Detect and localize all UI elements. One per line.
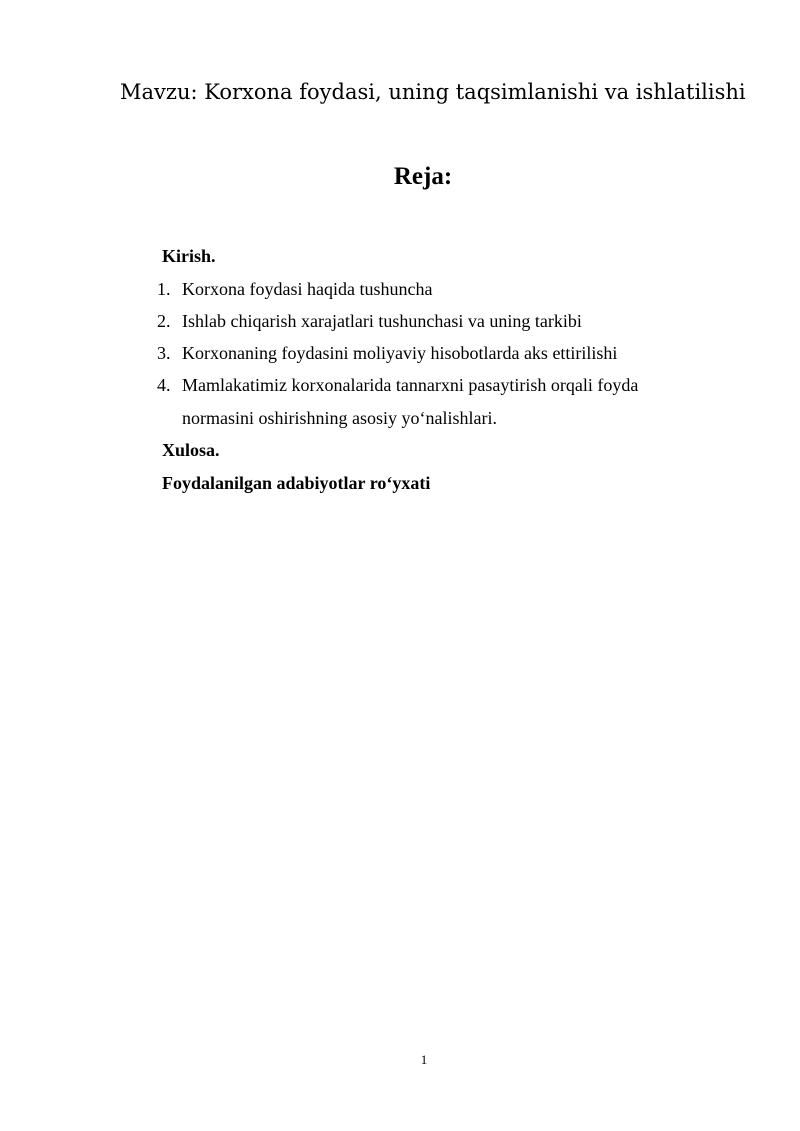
plan-item-number: 4. xyxy=(157,375,171,395)
plan-intro: Kirish. xyxy=(162,246,216,266)
plan-item-text: Korxona foydasi haqida tushuncha xyxy=(182,279,433,299)
plan-item-number: 2. xyxy=(157,311,171,331)
plan-item-text: Mamlakatimiz korxonalarida tannarxni pasaytirish orqali foyda xyxy=(182,375,639,395)
plan-item-number: 3. xyxy=(157,343,171,363)
plan-heading: Reja: xyxy=(393,163,453,190)
document-topic: Mavzu: Korxona foydasi, uning taqsimlanishi va ishlatilishi xyxy=(120,80,746,104)
plan-item-continuation: normasini oshirishning asosiy yo‘nalishlari. xyxy=(182,408,497,428)
plan-references: Foydalanilgan adabiyotlar ro‘yxati xyxy=(162,473,431,493)
plan-conclusion: Xulosa. xyxy=(162,440,220,460)
page-number: 1 xyxy=(420,1052,428,1067)
plan-item-text: Ishlab chiqarish xarajatlari tushunchasi va uning tarkibi xyxy=(182,311,582,331)
plan-item-number: 1. xyxy=(157,279,171,299)
plan-item-text: Korxonaning foydasini moliyaviy hisobotlarda aks ettirilishi xyxy=(182,343,618,363)
